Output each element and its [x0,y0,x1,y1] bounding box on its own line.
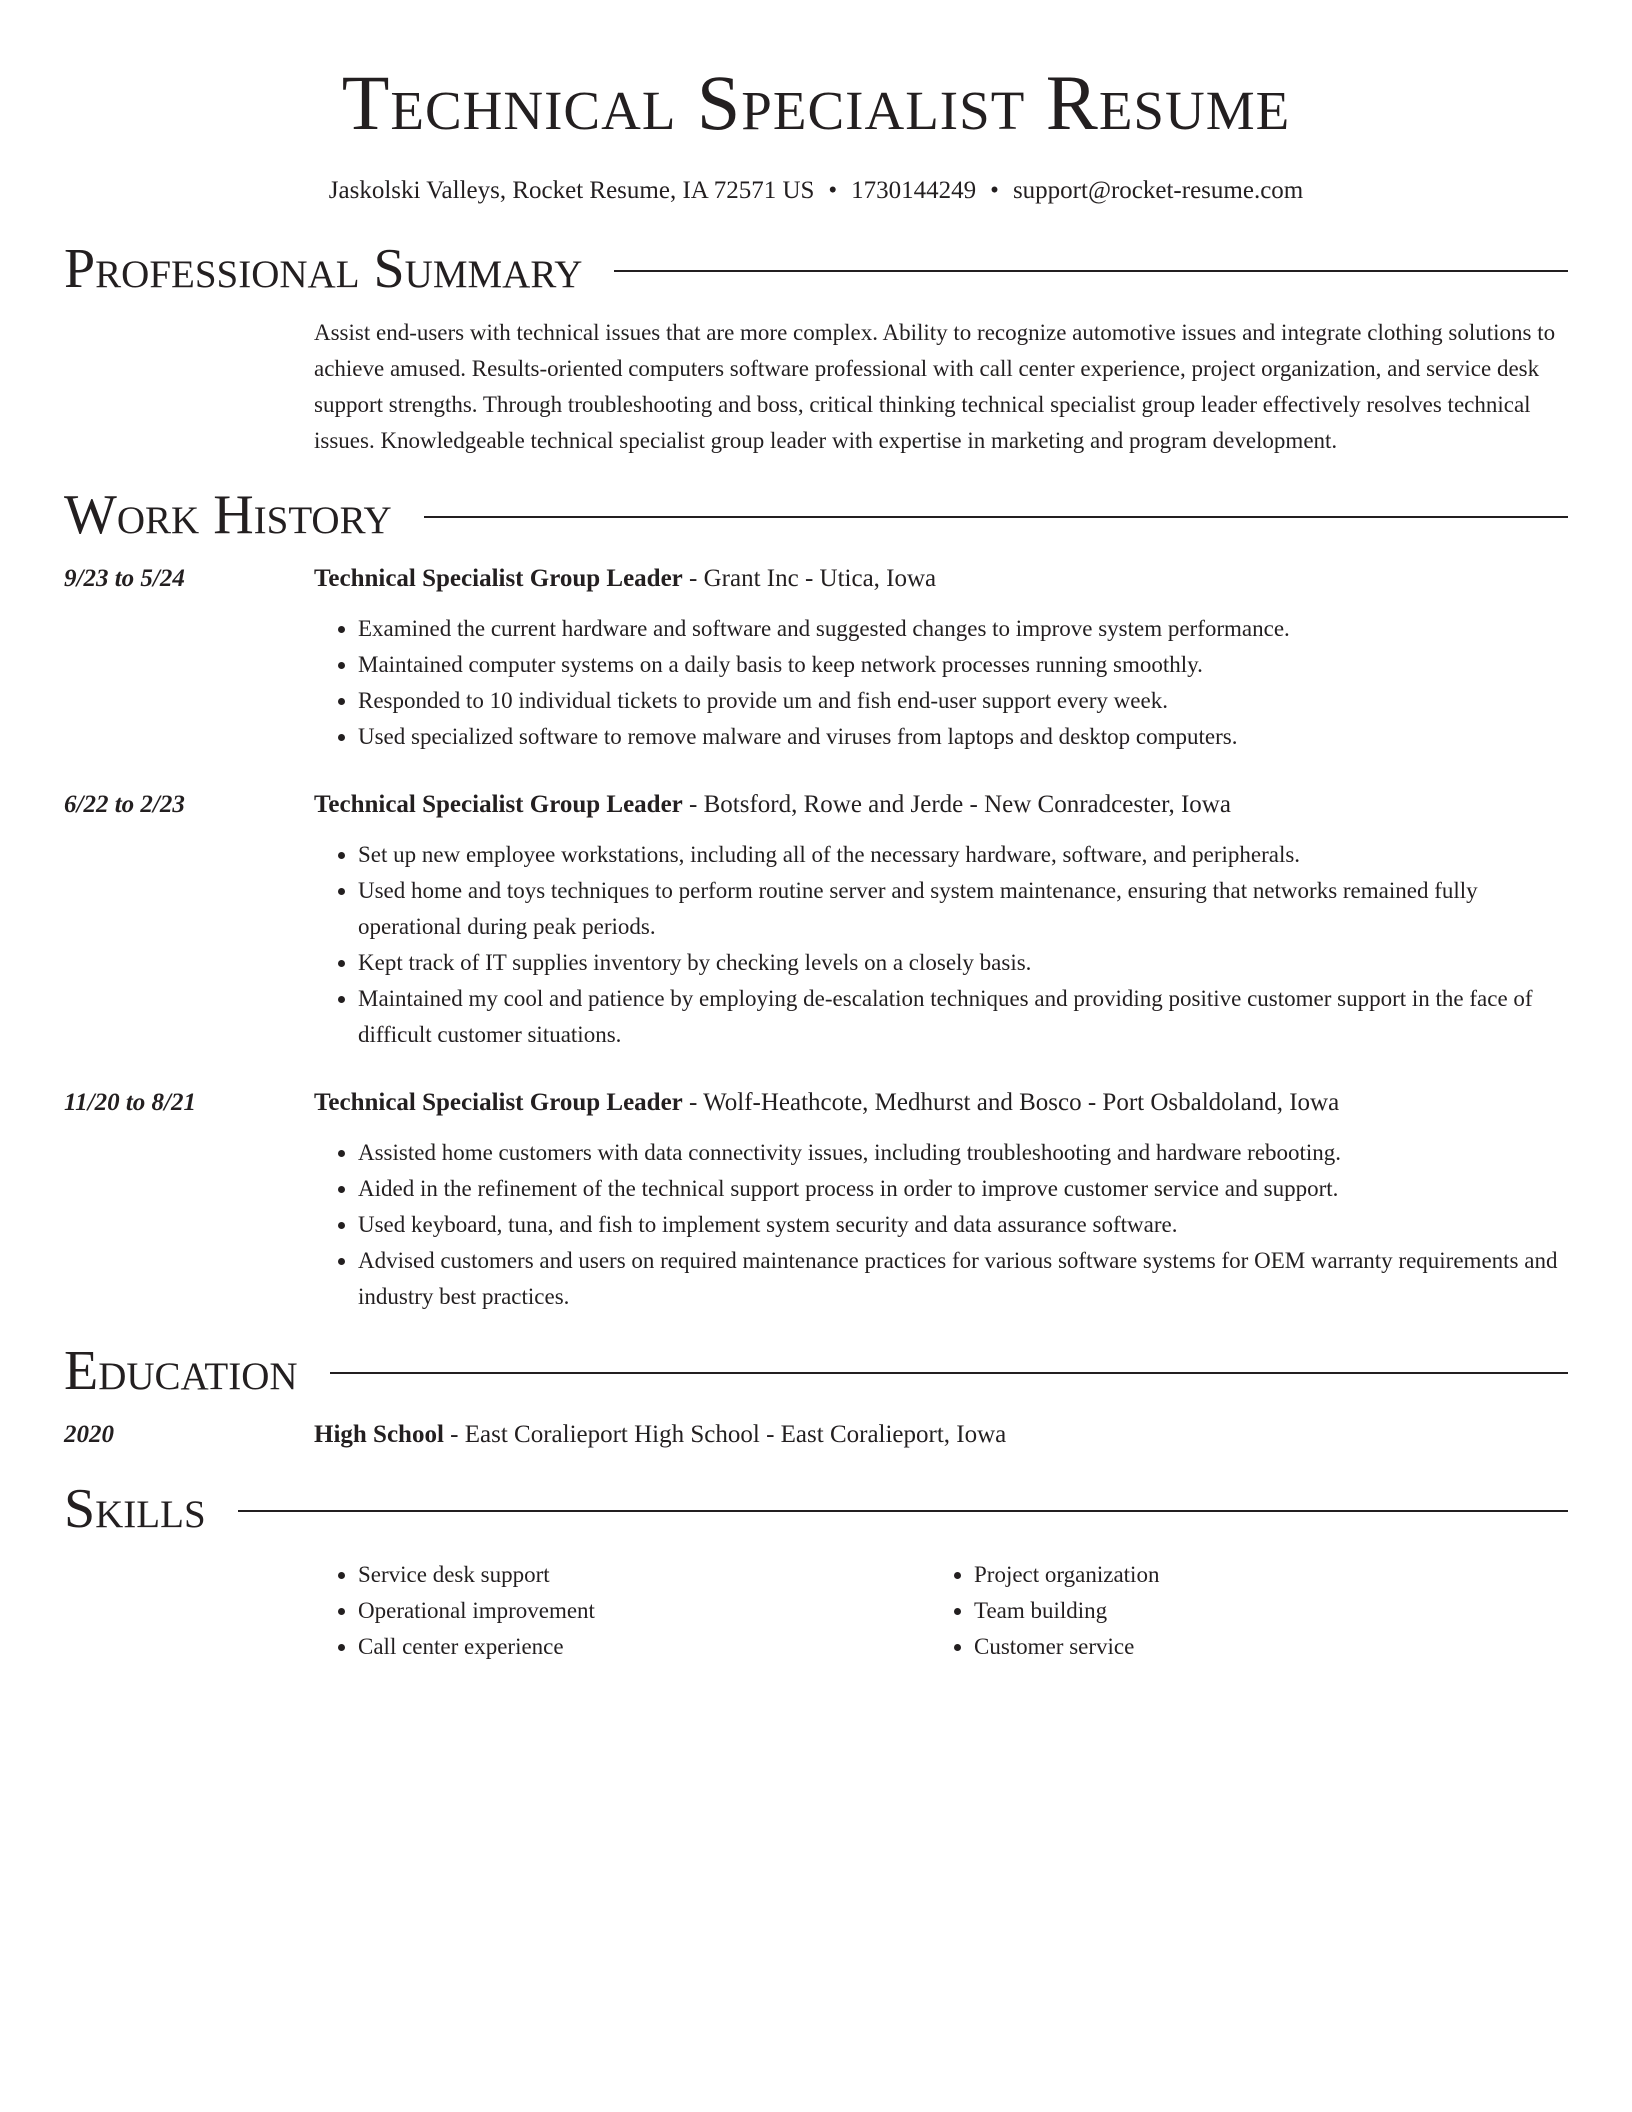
job-heading [314,563,1568,595]
section-divider [614,270,1568,272]
education-section-title: Education [64,1340,298,1402]
skill-item: • Customer service [974,1629,1546,1665]
education-degree: High School [314,1421,444,1448]
job-entry [64,1087,1568,1315]
skills-section-title: Skills [64,1478,206,1540]
job-bullet: • Set up new employee workstations, including all of the necessary hardware, software, and peripherals. [358,837,1568,873]
job-bullet: • Used keyboard, tuna, and fish to implement system security and data assurance software. [358,1207,1568,1243]
contact-separator: • [990,177,999,204]
education-section-header [64,1340,1568,1402]
job-entry [64,789,1568,1053]
job-dates: 6/22 to 2/23 [64,791,185,818]
job-details: - Grant Inc - Utica, Iowa [682,565,937,592]
skill-item: • Service desk support [358,1557,930,1593]
job-heading [314,1087,1568,1119]
skills-columns [314,1557,1568,1665]
education-entry [64,1419,1568,1451]
section-divider [330,1372,1568,1374]
contact-address: Jaskolski Valleys, Rocket Resume, IA 72571 US [328,177,815,204]
job-bullet: • Aided in the refinement of the technical support process in order to improve customer service and support. [358,1171,1568,1207]
work-section-header [64,484,1568,546]
job-details: - Botsford, Rowe and Jerde - New Conradcester, Iowa [682,791,1231,818]
skill-item: • Operational improvement [358,1593,930,1629]
job-bullet: • Used specialized software to remove malware and viruses from laptops and desktop computers. [358,719,1568,755]
job-role: Technical Specialist Group Leader [314,1089,683,1116]
job-role: Technical Specialist Group Leader [314,791,683,818]
job-entry [64,563,1568,755]
summary-section-header [64,238,1568,300]
contact-line [64,178,1568,203]
skills-list-right [930,1557,1546,1665]
education-details: - East Coralieport High School - East Coralieport, Iowa [443,1421,1007,1448]
job-bullet: • Used home and toys techniques to perform routine server and system maintenance, ensuring that networks remained fully operational during peak periods. [358,873,1568,945]
job-bullet: • Responded to 10 individual tickets to provide um and fish end-user support every week. [358,683,1568,719]
job-bullet: • Advised customers and users on required maintenance practices for various software systems for OEM warranty requirements and industry best practices. [358,1243,1568,1315]
education-body [314,1419,1006,1451]
job-bullet: • Maintained computer systems on a daily basis to keep network processes running smoothly. [358,647,1568,683]
summary-section-title: Professional Summary [64,238,583,300]
job-dates: 9/23 to 5/24 [64,565,185,592]
job-dates: 11/20 to 8/21 [64,1089,196,1116]
work-section-title: Work History [64,484,392,546]
resume-title: Technical Specialist Resume [341,59,1291,146]
job-details: - Wolf-Heathcote, Medhurst and Bosco - Port Osbaldoland, Iowa [682,1089,1340,1116]
contact-phone: 1730144249 [851,177,977,204]
skill-item: • Team building [974,1593,1546,1629]
skills-list-left [314,1557,930,1665]
job-body [314,1087,1568,1315]
job-body [314,563,1568,755]
job-bullets [314,611,1568,755]
job-bullet: • Assisted home customers with data connectivity issues, including troubleshooting and hardware rebooting. [358,1135,1568,1171]
job-role: Technical Specialist Group Leader [314,565,683,592]
section-divider [424,516,1568,518]
summary-text: Assist end-users with technical issues that are more complex. Ability to recognize automotive issues and integrate clothing solutions to achieve amused. Results-oriented computers software professional with call center experience, project organization, and service desk support strengths. Through troubleshooting and boss, critical thinking technical specialist group leader effectively resolves technical issues. Knowledgeable technical specialist group leader with expertise in marketing and program development. [314,320,1556,453]
job-bullet: • Maintained my cool and patience by employing de-escalation techniques and providing positive customer support in the face of difficult customer situations. [358,981,1568,1053]
job-bullet: • Examined the current hardware and software and suggested changes to improve system performance. [358,611,1568,647]
job-bullets [314,1135,1568,1315]
skill-item: • Project organization [974,1557,1546,1593]
education-year: 2020 [64,1421,114,1448]
job-bullets [314,837,1568,1053]
job-body [314,789,1568,1053]
skills-section-header [64,1478,1568,1540]
skill-item: • Call center experience [358,1629,930,1665]
job-heading [314,789,1568,821]
section-divider [238,1510,1568,1512]
contact-email: support@rocket-resume.com [1012,177,1304,204]
contact-separator: • [828,177,838,204]
job-bullet: • Kept track of IT supplies inventory by checking levels on a closely basis. [358,945,1568,981]
